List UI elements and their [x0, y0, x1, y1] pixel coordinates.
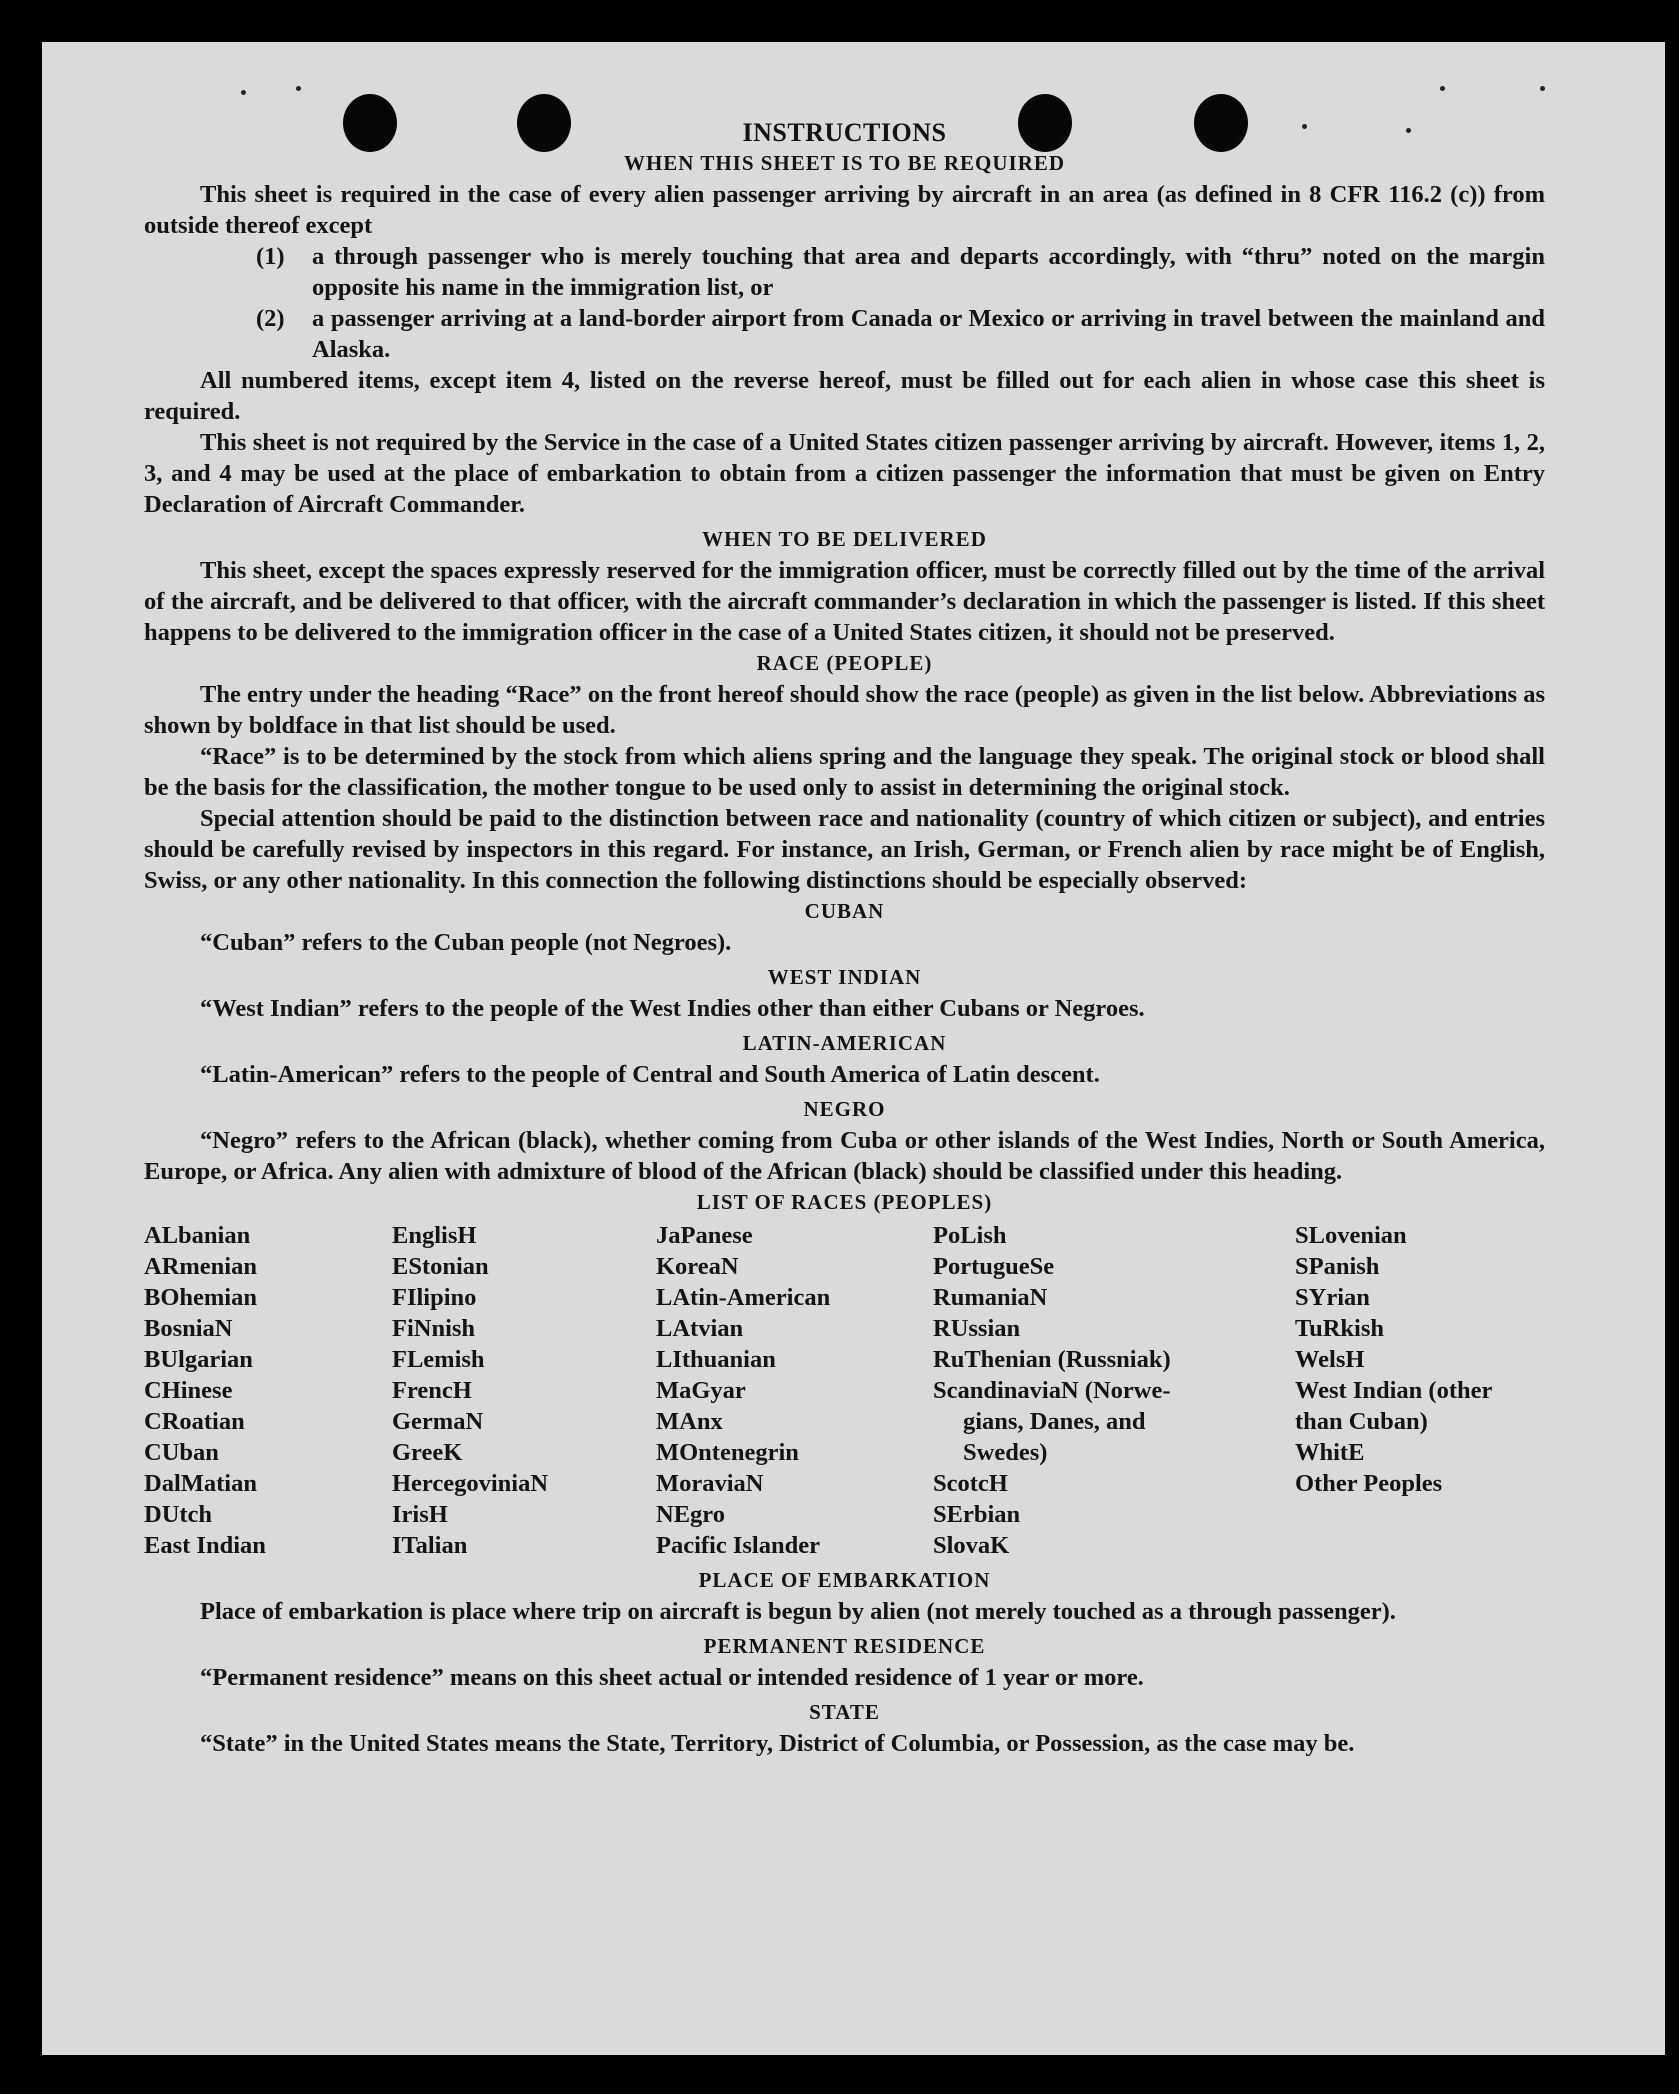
race-entry: SYrian: [1295, 1284, 1370, 1311]
section-heading-required: WHEN THIS SHEET IS TO BE REQUIRED: [623, 151, 1066, 175]
numbered-items-paragraph: All numbered items, except item 4, listed on the reverse hereof, must be filled out for each alien in whose case this sheet is required.: [144, 367, 1545, 425]
race-entry: West Indian (other: [1295, 1377, 1493, 1404]
race-entry: SLovenian: [1295, 1222, 1407, 1249]
race-entry: WhitE: [1295, 1439, 1365, 1466]
delivered-paragraph: This sheet, except the spaces expressly reserved for the immigration officer, must be correctly filled out by the time of the arrival of the aircraft, and be delivered to that officer, with the aircraft commander’s declaration in which the passenger is listed. If this sheet happens to be delivered to the immigration officer in the case of a United States citizen, it should not be preserved.: [144, 557, 1545, 646]
race-entry: than Cuban): [1295, 1408, 1428, 1435]
speck: [1540, 86, 1545, 91]
race-entry: FLemish: [392, 1346, 485, 1373]
race-entry: ScotcH: [933, 1470, 1008, 1497]
race-entry: BOhemian: [144, 1284, 257, 1311]
section-heading-delivered: WHEN TO BE DELIVERED: [702, 527, 987, 551]
race-entry: CUban: [144, 1439, 219, 1466]
section-heading-embarkation: PLACE OF EMBARKATION: [698, 1568, 991, 1592]
race-entry: IrisH: [392, 1501, 448, 1528]
race-entry: TuRkish: [1295, 1315, 1385, 1342]
embarkation-definition: Place of embarkation is place where trip on aircraft is begun by alien (not merely touched as a through passenger).: [200, 1598, 1396, 1625]
race-entry: BosniaN: [144, 1315, 233, 1342]
race-entry: DUtch: [144, 1501, 213, 1528]
section-heading-residence: PERMANENT RESIDENCE: [703, 1634, 986, 1658]
exception-item: [256, 241, 1545, 303]
race-column: [144, 1220, 392, 1561]
race-entry: gians, Danes, and: [963, 1408, 1146, 1435]
speck: [241, 90, 246, 95]
race-entry: NEgro: [656, 1501, 725, 1528]
race-entry: SlovaK: [933, 1532, 1010, 1559]
race-entry: MaGyar: [656, 1377, 746, 1404]
race-entry: Swedes): [963, 1439, 1048, 1466]
section-heading-cuban: CUBAN: [804, 899, 885, 923]
section-heading-race-list: LIST OF RACES (PEOPLES): [696, 1190, 993, 1214]
race-entry: PoLish: [933, 1222, 1007, 1249]
race-entry: LAtvian: [656, 1315, 744, 1342]
race-entry: ScandinaviaN (Norwe-: [933, 1377, 1171, 1404]
race-column: [1295, 1220, 1545, 1561]
race-entry: MAnx: [656, 1408, 723, 1435]
race-entry: Pacific Islander: [656, 1532, 820, 1559]
race-list: [144, 1220, 1545, 1561]
race-entry: MOntenegrin: [656, 1439, 799, 1466]
race-paragraph: Special attention should be paid to the distinction between race and nationality (country of which citizen or subject), and entries should be carefully revised by inspectors in this regard. For instance, an Irish, German, or French alien by race might be of English, Swiss, or any other nationality. In this connection the following distinctions should be especially observed:: [144, 805, 1545, 894]
west-indian-definition: “West Indian” refers to the people of the West Indies other than either Cubans or Negroes.: [200, 995, 1145, 1022]
residence-definition: “Permanent residence” means on this sheet actual or intended residence of 1 year or more.: [200, 1664, 1144, 1691]
race-paragraph: “Race” is to be determined by the stock from which aliens spring and the language they speak. The original stock or blood shall be the basis for the classification, the mother tongue to be used only to assist in determining the original stock.: [144, 743, 1545, 801]
section-heading-latin-american: LATIN-AMERICAN: [742, 1031, 947, 1055]
race-entry: DalMatian: [144, 1470, 257, 1497]
race-entry: LIthuanian: [656, 1346, 776, 1373]
citizen-paragraph: This sheet is not required by the Service in the case of a United States citizen passenger arriving by aircraft. However, items 1, 2, 3, and 4 may be used at the place of embarkation to obtain from a citizen passenger the information that must be given on Entry Declaration of Aircraft Commander.: [144, 429, 1545, 518]
race-entry: EStonian: [392, 1253, 489, 1280]
race-column: [392, 1220, 656, 1561]
race-entry: BUlgarian: [144, 1346, 253, 1373]
speck: [296, 86, 301, 91]
race-entry: RumaniaN: [933, 1284, 1048, 1311]
race-entry: SPanish: [1295, 1253, 1380, 1280]
negro-definition: “Negro” refers to the African (black), whether coming from Cuba or other islands of the West Indies, North or South America, Europe, or Africa. Any alien with admixture of blood of the African (black) should be classified under this heading.: [144, 1127, 1545, 1185]
race-entry: EnglisH: [392, 1222, 477, 1249]
race-entry: GermaN: [392, 1408, 484, 1435]
section-heading-state: STATE: [809, 1700, 880, 1724]
race-entry: FrencH: [392, 1377, 472, 1404]
latin-american-definition: “Latin-American” refers to the people of Central and South America of Latin descent.: [200, 1061, 1100, 1088]
section-heading-race: RACE (PEOPLE): [756, 651, 933, 675]
race-column: [656, 1220, 933, 1561]
race-entry: KoreaN: [656, 1253, 739, 1280]
section-heading-negro: NEGRO: [803, 1097, 886, 1121]
race-entry: Other Peoples: [1295, 1470, 1443, 1497]
race-entry: LAtin-American: [656, 1284, 831, 1311]
cuban-definition: “Cuban” refers to the Cuban people (not Negroes).: [200, 929, 732, 956]
race-entry: HercegoviniaN: [392, 1470, 549, 1497]
state-definition: “State” in the United States means the State, Territory, District of Columbia, or Possession, as the case may be.: [200, 1730, 1355, 1757]
race-entry: CRoatian: [144, 1408, 245, 1435]
exception-text: a passenger arriving at a land-border airport from Canada or Mexico or arriving in travel between the mainland and Alaska.: [312, 305, 1545, 363]
race-entry: East Indian: [144, 1532, 266, 1559]
race-column: [933, 1220, 1295, 1561]
race-entry: JaPanese: [656, 1222, 753, 1249]
race-entry: RuThenian (Russniak): [933, 1346, 1171, 1373]
race-entry: GreeK: [392, 1439, 463, 1466]
exception-number: (1): [256, 243, 285, 270]
race-paragraph: The entry under the heading “Race” on the front hereof should show the race (people) as given in the list below. Abbreviations as shown by boldface in that list should be used.: [144, 681, 1545, 739]
section-heading-west-indian: WEST INDIAN: [767, 965, 922, 989]
required-paragraph: This sheet is required in the case of every alien passenger arriving by aircraft in an area (as defined in 8 CFR 116.2 (c)) from outside thereof except: [144, 181, 1545, 239]
race-entry: ITalian: [392, 1532, 468, 1559]
exception-number: (2): [256, 305, 285, 332]
race-entry: SErbian: [933, 1501, 1021, 1528]
race-entry: ALbanian: [144, 1222, 251, 1249]
race-entry: RUssian: [933, 1315, 1021, 1342]
page-title: INSTRUCTIONS: [742, 118, 947, 147]
instructions-content: [144, 118, 1545, 1759]
race-entry: PortugueSe: [933, 1253, 1055, 1280]
race-entry: FiNnish: [392, 1315, 476, 1342]
race-entry: FIlipino: [392, 1284, 477, 1311]
race-entry: WelsH: [1295, 1346, 1365, 1373]
race-entry: MoraviaN: [656, 1470, 764, 1497]
exception-item: [256, 303, 1545, 365]
speck: [1440, 86, 1445, 91]
race-entry: ARmenian: [144, 1253, 257, 1280]
race-entry: CHinese: [144, 1377, 233, 1404]
exception-text: a through passenger who is merely touching that area and departs accordingly, with “thru” noted on the margin opposite his name in the immigration list, or: [312, 243, 1545, 301]
